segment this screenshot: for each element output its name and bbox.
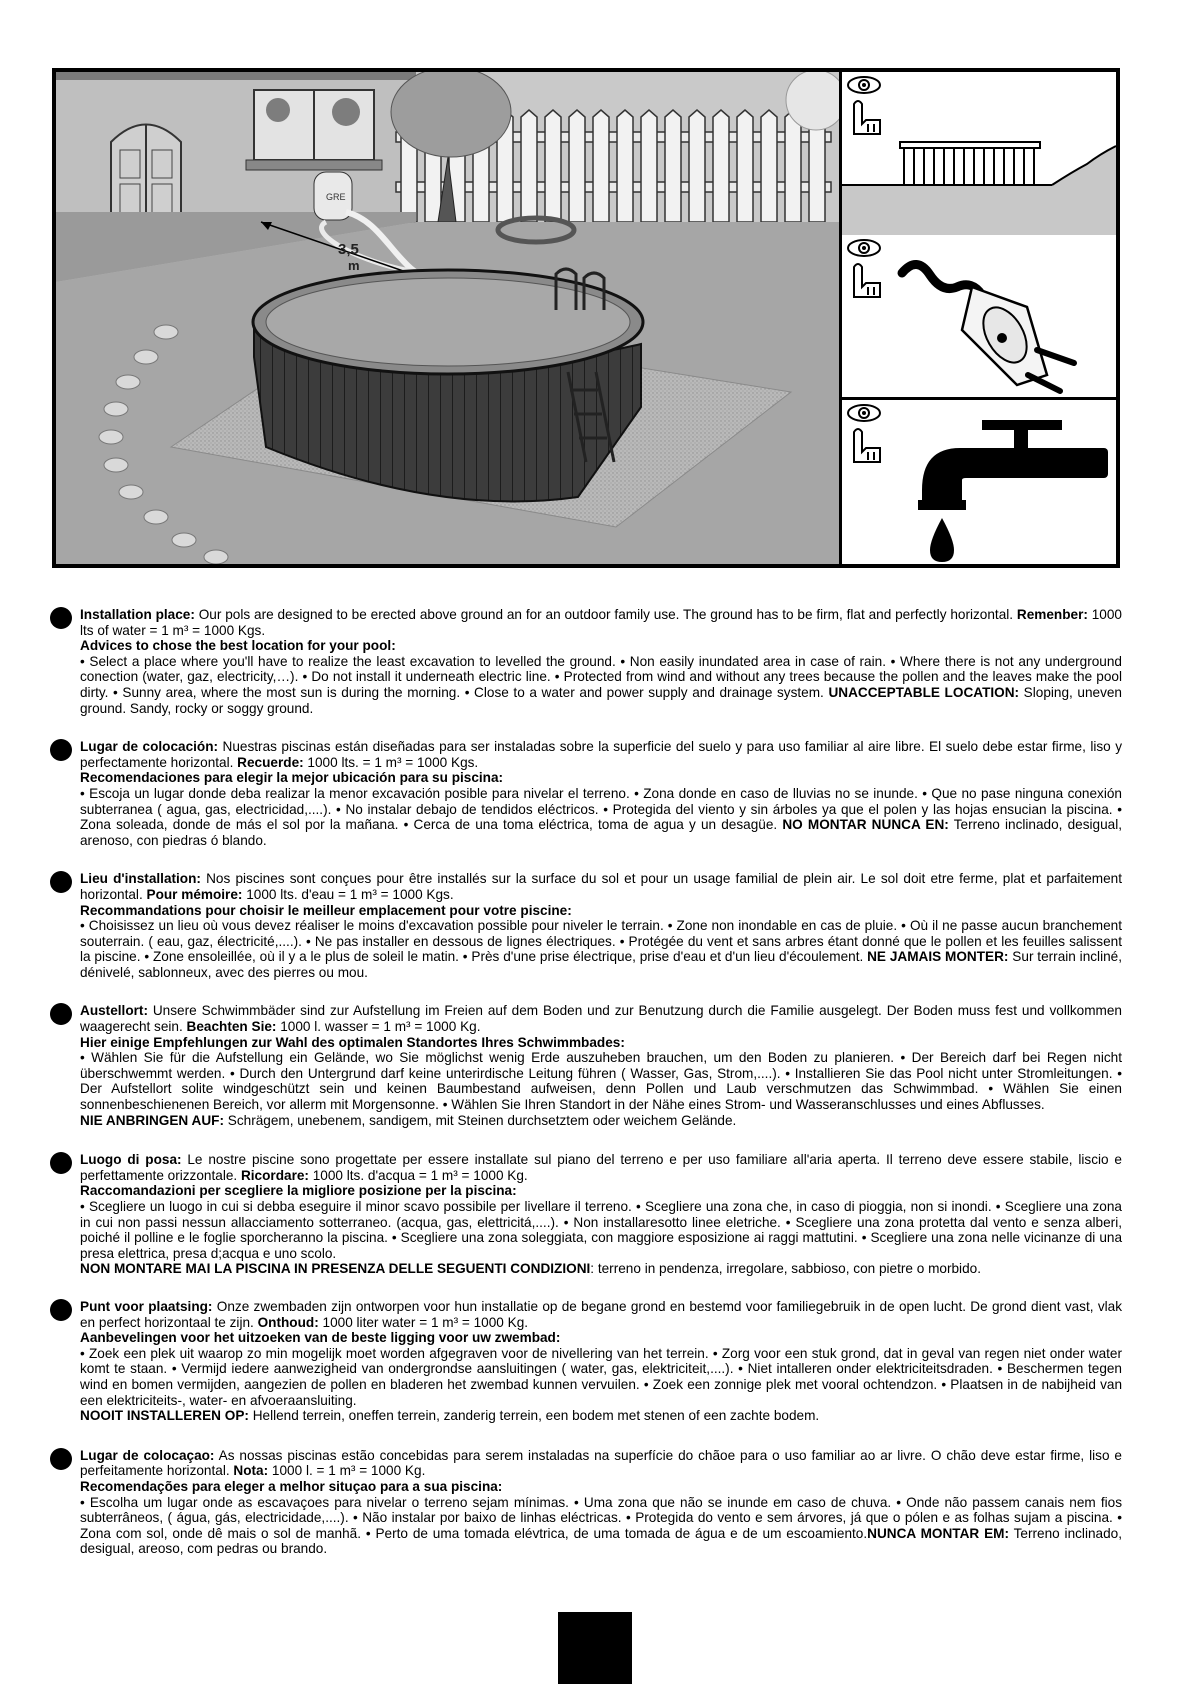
section-english <box>50 607 1122 716</box>
warning-label: NUNCA MONTAR EM: <box>867 1525 1009 1541</box>
section-bullet <box>50 1152 72 1174</box>
warning-text: Hellend terrein, oneffen terrein, zanderig terrein, een bodem met stenen of een zachte bodem. <box>248 1408 820 1424</box>
warning-label: NIE ANBRINGEN AUF: <box>80 1112 224 1128</box>
warning-text: Terreno inclinado, desigual, areoso, com pedras ou brando. <box>80 1525 1122 1557</box>
reminder-text: 1000 lts. d'acqua = 1 m³ = 1000 Kg. <box>308 1167 528 1183</box>
warning-text: Sur terrain incliné, dénivelé, sablonneux, avec des pierres ou mou. <box>80 949 1122 980</box>
section-heading: Raccomandazioni per scegliere la migliore posizione per la piscina: <box>80 1183 517 1199</box>
reminder-label: Pour mémoire: <box>146 886 243 902</box>
warning-label: NO MONTAR NUNCA EN: <box>782 817 949 833</box>
reminder-text: 1000 lts of water = 1 m³ = 1000 Kgs. <box>80 607 1122 638</box>
fence-post <box>521 110 537 222</box>
fence-post <box>713 110 729 222</box>
section-heading: Hier einige Empfehlungen zur Wahl des optimalen Standortes Ihres Schwimmbades: <box>80 1034 625 1050</box>
eye-icon <box>848 77 880 93</box>
instruction-sections <box>50 607 1122 1557</box>
fence-post <box>593 110 609 222</box>
reminder-label: Ricordare: <box>240 1167 309 1183</box>
section-heading: Recommandations pour choisir le meilleur emplacement pour votre piscine: <box>80 902 572 918</box>
section-body: • Select a place where you'll have to realize the least excavation to levelled the ground. • Non easily inundated area in case of rain. • Where there is not any underground conection (water, gaz, electricity,…). • Do not install it underneath electric line. • Protected from wind and without any trees because the pollen and the leaves make the pool dirty. • Sunny area, where the most sun is during the morning. • Close to a water and power supply and drainage system. <box>80 653 1122 700</box>
fence-post <box>737 110 753 222</box>
svg-text:GRE: GRE <box>326 192 346 202</box>
section-intro <box>80 607 1122 638</box>
section-bullet <box>50 607 72 629</box>
section-dutch <box>50 1299 1122 1424</box>
fence-post <box>641 110 657 222</box>
section-intro <box>80 1299 1122 1330</box>
section-label: Installation place: <box>80 607 195 622</box>
pointing-hand-icon <box>854 429 880 462</box>
section-body: • Zoek een plek uit waarop zo min mogelijk moet worden afgegraven voor de nivellering van het terrein. • Zorg voor een stuk grond, dat in geval van regen niet onder water komt te staan. • Vermijd iedere aanwezigheid van ondergrondse aansluitingen ( water, gas, elektriciteit,....). • Niet intalleren onder elektriciteitsdraden. • Beschermen tegen wind en bomen vermijden, aangezien de pollen en bladeren het zwembad kunnen vervuilen. • Zoek een zonnige plek met vooral ochtendzon. • Plaatsen in de nabijheid van een elektriciteits-, water- en afvoeraansluiting. <box>80 1345 1122 1408</box>
section-body: • Choisissez un lieu où vous devez réaliser le moins d'excavation possible pour niveler le terrain. • Zone non inondable en cas de pluie. • Où il ne passe aucun branchement souterrain. ( eau, gaz, électricité,....). • Ne pas installer en dessous de lignes électriques. • Protégée du vent et sans arbres étant donné que le pollen et les feuilles salissent la piscine. • Zone ensoleillée, où il y a le plus de soleil le matin. • Près d'une prise électrique, prise d'eau et d'un lieu d'écoulement. <box>80 918 1122 965</box>
distance-label-unit: m <box>348 258 360 273</box>
section-label: Lieu d'installation: <box>80 871 201 887</box>
distance-label-value: 3,5 <box>338 241 359 258</box>
backyard-scene <box>56 72 842 564</box>
section-intro-text: Le nostre piscine sono progettate per essere installate sul piano del terreno e per uso familiare all'aria aperta. Il terreno deve essere stabile, liscio e perfettamente orizzontale. <box>80 1152 1122 1183</box>
water-tap-icon <box>918 420 1108 562</box>
section-body: • Escolha um lugar onde as escavaçoes para nivelar o terreno sejam mínimas. • Uma zona que não se inunde em caso de chuva. • Onde não passem canais nem fios subterrâneos, ( água, gás, electricidade,....). • Não instalar por baixo de linhas eléctricas. • Protegida do vento e sem árvores, já que o pólen e as folhas sujam a piscina. • Zona com sol, onde dê mais o sol de manhã. • Perto de uma tomada elévtrica, de uma tomada de água e de um escoamiento. <box>80 1494 1122 1541</box>
section-label: Austellort: <box>80 1003 148 1019</box>
section-bullet <box>50 1299 72 1321</box>
warning-text: Terreno inclinado, desigual, arenoso, con piedras ó blando. <box>80 817 1123 848</box>
section-bullet <box>50 739 72 761</box>
reminder-text: 1000 lts. = 1 m³ = 1000 Kgs. <box>303 754 479 770</box>
section-bullet <box>50 1448 72 1470</box>
section-intro <box>80 1448 1122 1479</box>
reminder-text: 1000 liter water = 1 m³ = 1000 Kg. <box>318 1314 529 1330</box>
section-heading: Aanbevelingen voor het uitzoeken van de beste ligging voor uw zwembad: <box>80 1330 561 1346</box>
reminder-label: Recuerde: <box>237 754 304 770</box>
page-marker-block <box>558 1612 632 1684</box>
fence-post <box>689 110 705 222</box>
section-body: • Wählen Sie für die Aufstellung ein Gelände, wo Sie möglichst wenig Erde auszuheben brauchen, um den Boden zu planieren. • Der Bereich darf bei Regen nicht überschwemmt werden. • Durch den Untergrund darf keine unterirdische Leitung führen ( Wasser, Gas, Strom,....). • Installieren Sie das Pool nicht unter Stromleitungen. • Der Aufstellort solite windgeschützt sein und keinen Baumbestand aufweisen, denn Pollen und Laub verschmutzen das Schwimmbad. • Wählen Sie einen sonnenbeschienenen Bereich, vor allerm mit Morgensonne. • Wählen Sie Ihren Standort in der Nähe eines Strom- und Wasseranschlusses und eines Abflusses. <box>80 1050 1122 1113</box>
warning-label: NOOIT INSTALLEREN OP: <box>80 1408 249 1424</box>
section-body: • Escoja un lugar donde deba realizar la menor excavación posible para nivelar el terreno. • Zona donde en caso de lluvias no se inunde. • Que no pase ninguna conexión subterranea ( agua, gas, electricidad,....). • No instalar debajo de tendidos eléctricos. • Protegida del viento y sin árboles ya que el polen y las hojas ensucian la piscina. • Zona soleada, donde de más el sol por la mañana. • Cerca de una toma eléctrica, toma de agua y un desagüe. <box>80 785 1122 833</box>
fence-post <box>665 110 681 222</box>
pointing-hand-icon <box>854 264 880 297</box>
section-italian <box>50 1152 1122 1277</box>
reminder-label: Onthoud: <box>257 1314 319 1330</box>
panel-electric-supply <box>842 235 1116 400</box>
section-french <box>50 871 1122 980</box>
reminder-text: 1000 lts. d'eau = 1 m³ = 1000 Kgs. <box>242 886 454 902</box>
panel-level-ground <box>842 72 1116 235</box>
eye-icon <box>848 240 880 256</box>
fence-post <box>617 110 633 222</box>
section-label: Punt voor plaatsing: <box>80 1298 213 1314</box>
fence-post <box>545 110 561 222</box>
reminder-label: Nota: <box>233 1463 269 1479</box>
warning-label: UNACCEPTABLE LOCATION: <box>828 684 1020 700</box>
fence-post <box>569 110 585 222</box>
fence-post <box>785 110 801 222</box>
installation-figure <box>52 68 1120 568</box>
backyard-illustration <box>56 72 839 564</box>
section-heading: Recomendaciones para elegir la mejor ubicación para su piscina: <box>80 770 504 786</box>
section-bullet <box>50 1003 72 1025</box>
section-portuguese <box>50 1448 1122 1557</box>
eye-icon <box>848 405 880 421</box>
reminder-label: Beachten Sie: <box>186 1019 277 1035</box>
pointing-hand-icon <box>854 101 880 134</box>
warning-text: : terreno in pendenza, irregolare, sabbioso, con pietre o morbido. <box>590 1261 981 1277</box>
warning-text: Sloping, uneven ground. Sandy, rocky or soggy ground. <box>80 684 1122 716</box>
warning-label: NE JAMAIS MONTER: <box>867 949 1009 965</box>
fence-hill-illustration <box>842 142 1116 235</box>
section-intro-text: Unsere Schwimmbäder sind zur Aufstellung im Freien auf dem Boden und zur Benutzung durch die Familie ausgelegt. Der Boden muss fest und vollkommen waagerecht sein. <box>80 1003 1122 1035</box>
reminder-label: Remenber: <box>1016 607 1088 622</box>
electric-plug-icon <box>902 264 1074 391</box>
section-intro-text: Our pols are designed to be erected above ground an for an outdoor family use. The ground has to be firm, flat and perfectly horizontal. <box>194 607 1017 622</box>
section-label: Luogo di posa: <box>80 1152 182 1168</box>
section-intro-text: Nos piscines sont conçues pour être installés sur la surface du sol et pour un usage familial de plein air. Le sol doit etre ferme, plat et parfaitement horizontal. <box>80 871 1122 902</box>
section-intro <box>80 1003 1122 1034</box>
reminder-text: 1000 l. = 1 m³ = 1000 Kg. <box>268 1463 426 1479</box>
section-intro <box>80 739 1122 770</box>
section-intro-text: Nuestras piscinas están diseñadas para ser instaladas sobre la superficie del suelo y para uso familiar al aire libre. El suelo debe estar firme, liso y perfectamente horizontal. <box>80 739 1122 770</box>
section-bullet <box>50 871 72 893</box>
warning-text: Schrägem, unebenem, sandigem, mit Steinen durchsetztem oder weichem Gelände. <box>224 1112 737 1128</box>
panel-water-supply <box>842 400 1116 564</box>
fence-post <box>761 110 777 222</box>
section-intro <box>80 1152 1122 1183</box>
section-spanish <box>50 739 1122 848</box>
section-label: Lugar de colocaçao: <box>80 1447 215 1463</box>
warning-label: NON MONTARE MAI LA PISCINA IN PRESENZA DELLE SEGUENTI CONDIZIONI <box>80 1261 591 1277</box>
section-intro-text: Onze zwembaden zijn ontworpen voor hun installatie op de begane grond en bestemd voor familiegebruik in de open lucht. De grond dient vast, vlak en perfect horizontaal te zijn. <box>80 1298 1122 1330</box>
section-label: Lugar de colocación: <box>80 739 219 755</box>
reminder-text: 1000 l. wasser = 1 m³ = 1000 Kg. <box>276 1019 481 1035</box>
section-german <box>50 1003 1122 1128</box>
section-body: • Scegliere un luogo in cui si debba eseguire il minor scavo possibile per livellare il terreno. • Scegliere una zona che, in caso di pioggia, non si inondi. • Scegliere una zona in cui non passi nessun allacciamento sotterraneo. (acqua, gas, elettricitá,....). • Non installaresotto linee eletriche. • Scegliere una zona protetta dal vento e senza alberi, poiché il polline e le foglie sporcheranno la piscina. • Scegliere una zona soleggiata, con maggiore esposizione ai raggi mattutini. • Scegliere una zona nelle vicinanze di una presa elettrica, presa d;acqua e uno scolo. <box>80 1199 1122 1261</box>
section-heading: Recomendações para eleger a melhor situçao para a sua piscina: <box>80 1478 503 1494</box>
section-intro-text: As nossas piscinas estão concebidas para serem instaladas na superfície do chãoe para o uso familiar ao ar livre. O chão deve estar firme, liso e perfeitamente horizontal. <box>80 1447 1122 1479</box>
section-heading: Advices to chose the best location for your pool: <box>80 638 396 654</box>
section-intro <box>80 871 1122 902</box>
